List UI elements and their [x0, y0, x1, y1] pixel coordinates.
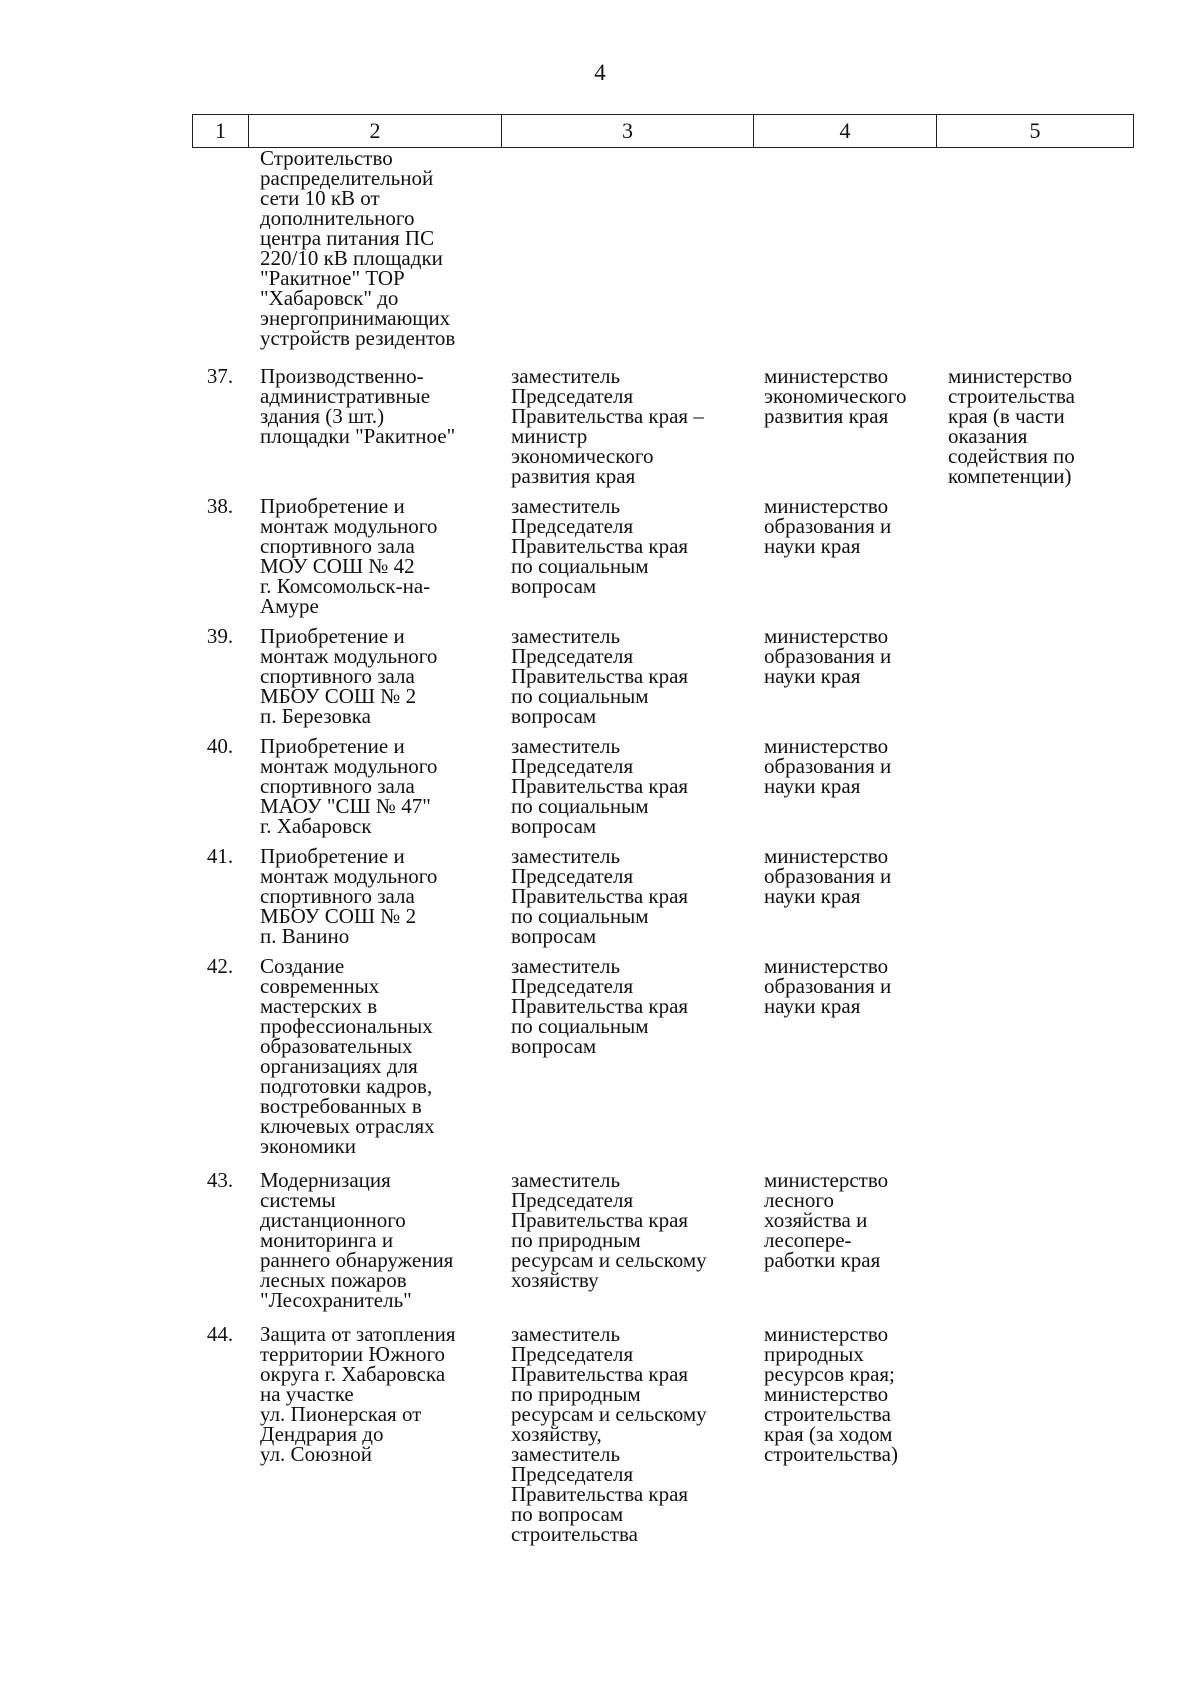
text-line: министерство [764, 1168, 889, 1192]
text-line: лесопере- [764, 1228, 852, 1252]
text-line: Дендрария до [260, 1422, 384, 1446]
text-line: ресурсам и сельскому [511, 1248, 707, 1272]
row-coexecutor [936, 736, 1134, 836]
text-line: Защита от затопления [260, 1322, 456, 1346]
table-row [192, 1170, 1134, 1310]
text-line: заместитель [511, 624, 621, 648]
text-line: раннего обнаружения [260, 1248, 454, 1272]
row-executor [753, 1170, 936, 1310]
text-line: вопросам [511, 924, 597, 948]
text-line: науки края [764, 994, 861, 1018]
row-number: 43. [206, 1168, 234, 1192]
row-executor [753, 1324, 936, 1544]
text-line: вопросам [511, 1034, 597, 1058]
row-coexecutor [936, 496, 1134, 616]
text-line: современных [260, 974, 380, 998]
text-line: строительства [511, 1522, 639, 1546]
text-line: лесного [764, 1188, 834, 1212]
text-line: ул. Пионерская от [260, 1402, 422, 1426]
text-line: МБОУ СОШ № 2 [260, 684, 417, 708]
text-line: развития края [511, 464, 636, 488]
text-line: оказания [948, 424, 1028, 448]
text-line: заместитель [511, 734, 621, 758]
text-line: заместитель [511, 364, 621, 388]
text-line: спортивного зала [260, 664, 415, 688]
text-line: сети 10 кВ от [260, 186, 380, 210]
text-line: системы [260, 1188, 336, 1212]
text-line: Правительства края [511, 664, 689, 688]
row-description [248, 1170, 501, 1310]
text-line: Председателя [511, 384, 634, 408]
text-line: Приобретение и [260, 494, 405, 518]
table-row [192, 846, 1134, 946]
text-line: компетенции) [948, 464, 1072, 488]
text-line: образования и [764, 864, 892, 888]
text-line: Председателя [511, 754, 634, 778]
table-row [192, 1324, 1134, 1544]
column-header-2: 2 [249, 115, 502, 147]
text-line: Председателя [511, 1188, 634, 1212]
text-line: вопросам [511, 814, 597, 838]
text-line: по вопросам [511, 1502, 624, 1526]
text-line: п. Березовка [260, 704, 371, 728]
text-line: Правительства края [511, 1362, 689, 1386]
row-responsible [501, 366, 753, 486]
row-number [192, 148, 248, 348]
text-line: ресурсам и сельскому [511, 1402, 707, 1426]
text-line: энергопринимающих [260, 306, 451, 330]
text-line: заместитель [511, 844, 621, 868]
text-line: науки края [764, 664, 861, 688]
text-line: монтаж модульного [260, 864, 438, 888]
text-line: строительства) [764, 1442, 898, 1466]
text-line: Приобретение и [260, 624, 405, 648]
text-line: образовательных [260, 1034, 413, 1058]
text-line: заместитель [511, 494, 621, 518]
text-line: территории Южного [260, 1342, 446, 1366]
text-line: вопросам [511, 574, 597, 598]
text-line: министерство [764, 734, 889, 758]
text-line: Амуре [260, 594, 319, 618]
text-line: по социальным [511, 684, 649, 708]
text-line: востребованных в [260, 1094, 422, 1118]
row-description [248, 956, 501, 1156]
text-line: заместитель [511, 1442, 621, 1466]
text-line: заместитель [511, 954, 621, 978]
row-responsible [501, 496, 753, 616]
text-line: министерство [764, 1382, 889, 1406]
text-line: монтаж модульного [260, 754, 438, 778]
text-line: спортивного зала [260, 534, 415, 558]
text-line: края (в части [948, 404, 1065, 428]
text-line: профессиональных [260, 1014, 433, 1038]
text-line: Правительства края – [511, 404, 704, 428]
page-number: 4 [594, 60, 606, 85]
text-line: Строительство [260, 146, 393, 170]
row-responsible [501, 1324, 753, 1544]
text-line: округа г. Хабаровска [260, 1362, 446, 1386]
row-number: 42. [206, 954, 234, 978]
text-line: Председателя [511, 974, 634, 998]
text-line: Модернизация [260, 1168, 391, 1192]
text-line: науки края [764, 884, 861, 908]
row-description [248, 1324, 501, 1544]
text-line: экономического [511, 444, 654, 468]
text-line: образования и [764, 754, 892, 778]
text-line: ул. Союзной [260, 1442, 373, 1466]
text-line: заместитель [511, 1322, 621, 1346]
column-header-4: 4 [754, 115, 937, 147]
text-line: по природным [511, 1382, 641, 1406]
text-line: МОУ СОШ № 42 [260, 554, 415, 578]
text-line: на участке [260, 1382, 354, 1406]
text-line: содействия по [948, 444, 1075, 468]
row-executor [753, 366, 936, 486]
text-line: по социальным [511, 1014, 649, 1038]
text-line: вопросам [511, 704, 597, 728]
row-description [248, 496, 501, 616]
text-line: монтаж модульного [260, 644, 438, 668]
row-number: 44. [206, 1322, 234, 1346]
row-number: 41. [206, 844, 234, 868]
text-line: Председателя [511, 514, 634, 538]
text-line: дистанционного [260, 1208, 406, 1232]
text-line: дополнительного [260, 206, 415, 230]
row-executor [753, 956, 936, 1156]
text-line: спортивного зала [260, 774, 415, 798]
text-line: по социальным [511, 554, 649, 578]
text-line: МБОУ СОШ № 2 [260, 904, 417, 928]
column-header-1: 1 [193, 115, 249, 147]
text-line: министерство [764, 624, 889, 648]
text-line: науки края [764, 534, 861, 558]
row-executor [753, 626, 936, 726]
text-line: Председателя [511, 1462, 634, 1486]
text-line: хозяйству, [511, 1422, 602, 1446]
text-line: развития края [764, 404, 889, 428]
text-line: образования и [764, 514, 892, 538]
column-header-3: 3 [502, 115, 754, 147]
row-executor [753, 846, 936, 946]
text-line: экономики [260, 1134, 356, 1158]
row-description [248, 366, 501, 486]
text-line: Правительства края [511, 884, 689, 908]
text-line: "Лесохранитель" [260, 1288, 412, 1312]
text-line: спортивного зала [260, 884, 415, 908]
row-number: 40. [206, 734, 234, 758]
row-coexecutor [936, 1324, 1134, 1544]
text-line: организациях для [260, 1054, 418, 1078]
table-row [192, 366, 1134, 486]
text-line: лесных пожаров [260, 1268, 407, 1292]
text-line: Правительства края [511, 1208, 689, 1232]
text-line: центра питания ПС [260, 226, 435, 250]
text-line: г. Комсомольск-на- [260, 574, 431, 598]
row-number: 38. [206, 494, 234, 518]
text-line: науки края [764, 774, 861, 798]
row-number: 37. [206, 364, 234, 388]
row-executor [753, 496, 936, 616]
text-line: Производственно- [260, 364, 424, 388]
row-responsible [501, 1170, 753, 1310]
text-line: министерство [764, 844, 889, 868]
text-line: монтаж модульного [260, 514, 438, 538]
text-line: министр [511, 424, 588, 448]
text-line: края (за ходом [764, 1422, 893, 1446]
text-line: образования и [764, 644, 892, 668]
text-line: образования и [764, 974, 892, 998]
text-line: по социальным [511, 904, 649, 928]
text-line: административные [260, 384, 431, 408]
text-line: строительства [948, 384, 1076, 408]
text-line: ресурсов края; [764, 1362, 895, 1386]
table-row [192, 626, 1134, 726]
row-number: 39. [206, 624, 234, 648]
text-line: экономического [764, 384, 907, 408]
text-line: хозяйству [511, 1268, 599, 1292]
text-line: 220/10 кВ площадки [260, 246, 443, 270]
table-header [192, 114, 1134, 148]
text-line: по социальным [511, 794, 649, 818]
text-line: г. Хабаровск [260, 814, 372, 838]
text-line: распределительной [260, 166, 434, 190]
text-line: Приобретение и [260, 734, 405, 758]
text-line: Приобретение и [260, 844, 405, 868]
text-line: мониторинга и [260, 1228, 394, 1252]
row-description [248, 626, 501, 726]
text-line: ключевых отраслях [260, 1114, 435, 1138]
text-line: Председателя [511, 644, 634, 668]
text-line: хозяйства и [764, 1208, 868, 1232]
row-executor [753, 736, 936, 836]
row-coexecutor [936, 626, 1134, 726]
text-line: Правительства края [511, 774, 689, 798]
text-line: министерство [764, 364, 889, 388]
text-line: площадки "Ракитное" [260, 424, 456, 448]
text-line: Председателя [511, 864, 634, 888]
text-line: строительства [764, 1402, 892, 1426]
text-line: "Ракитное" ТОР [260, 266, 405, 290]
row-description [248, 846, 501, 946]
text-line: здания (3 шт.) [260, 404, 385, 428]
row-responsible [501, 956, 753, 1156]
text-line: Правительства края [511, 534, 689, 558]
row-coexecutor [936, 956, 1134, 1156]
table-row-continued [192, 148, 1134, 348]
row-responsible [501, 736, 753, 836]
text-line: работки края [764, 1248, 881, 1272]
text-line: по природным [511, 1228, 641, 1252]
text-line: Правительства края [511, 1482, 689, 1506]
row-description [248, 148, 501, 348]
text-line: министерство [764, 1322, 889, 1346]
table-row [192, 956, 1134, 1156]
text-line: МАОУ "СШ № 47" [260, 794, 431, 818]
row-coexecutor [936, 846, 1134, 946]
text-line: подготовки кадров, [260, 1074, 433, 1098]
table-row [192, 736, 1134, 836]
text-line: "Хабаровск" до [260, 286, 399, 310]
text-line: устройств резидентов [260, 326, 456, 350]
column-header-5: 5 [1029, 118, 1041, 143]
text-line: природных [764, 1342, 864, 1366]
table-body [192, 148, 1134, 1544]
row-responsible [501, 846, 753, 946]
text-line: министерство [764, 954, 889, 978]
row-responsible [501, 626, 753, 726]
row-coexecutor [936, 366, 1134, 486]
row-description [248, 736, 501, 836]
text-line: министерство [948, 364, 1073, 388]
text-line: п. Ванино [260, 924, 350, 948]
text-line: Правительства края [511, 994, 689, 1018]
text-line: Председателя [511, 1342, 634, 1366]
text-line: Создание [260, 954, 345, 978]
text-line: министерство [764, 494, 889, 518]
text-line: мастерских в [260, 994, 378, 1018]
table-row [192, 496, 1134, 616]
text-line: заместитель [511, 1168, 621, 1192]
row-coexecutor [936, 1170, 1134, 1310]
